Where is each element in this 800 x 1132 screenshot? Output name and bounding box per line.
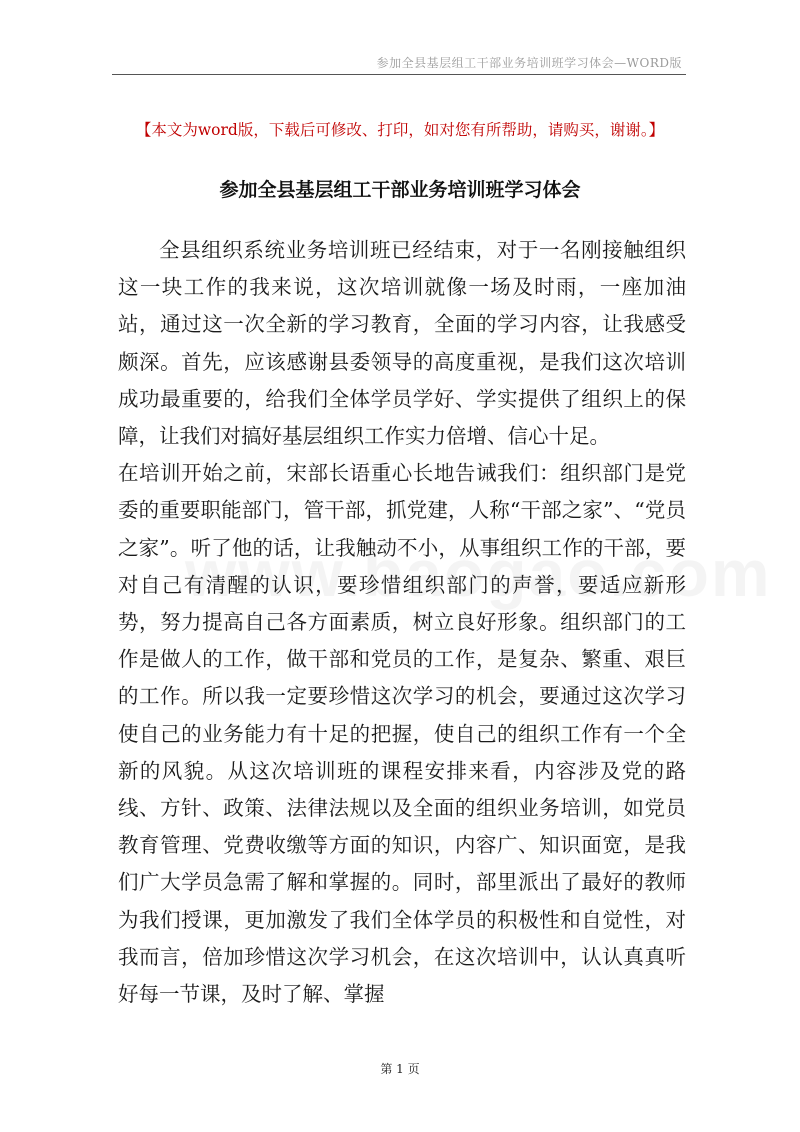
document-title: 参加全县基层组工干部业务培训班学习体会 [219, 179, 581, 201]
header-divider [112, 74, 686, 75]
paragraph: 在培训开始之前，宋部长语重心长地告诫我们：组织部门是党委的重要职能部门，管干部，抓党建，人称“干部之家”、“党员之家”。听了他的话，让我触动不小，从事组织工作的干部，要对自己有清醒的认识，要珍惜组织部门的声誉，要适应新形势，努力提高自己各方面素质，树立良好形象。组织部门的工作是做人的工作，做干部和党员的工作，是复杂、繁重、艰巨的工作。所以我一定要珍惜这次学习的机会，要通过这次学习使自己的业务能力有十足的把握，使自己的组织工作有一个全新的风貌。从这次培训班的课程安排来看，内容涉及党的路线、方针、政策、法律法规以及全面的组织业务培训，如党员教育管理、党费收缴等方面的知识，内容广、知识面宽，是我们广大学员急需了解和掌握的。同时，部里派出了最好的教师为我们授课，更加激发了我们全体学员的积极性和自觉性，对我而言，倍加珍惜这次学习机会，在这次培训中，认认真真听好每一节课，及时了解、掌握 [118, 461, 686, 1007]
document-body [118, 232, 686, 1013]
download-notice: 【本文为word版，下载后可修改、打印，如对您有所帮助，请购买，谢谢。】 [135, 121, 665, 139]
running-header: 参加全县基层组工干部业务培训班学习体会—WORD版 [376, 56, 682, 70]
page-number: 第 1 页 [380, 1062, 420, 1076]
paragraph: 全县组织系统业务培训班已经结束，对于一名刚接触组织这一块工作的我来说，这次培训就像一场及时雨，一座加油站，通过这一次全新的学习教育，全面的学习内容，让我感受颇深。首先，应该感谢县委领导的高度重视，是我们这次培训成功最重要的，给我们全体学员学好、学实提供了组织上的保障，让我们对搞好基层组织工作实力倍增、信心十足。 [118, 238, 686, 449]
